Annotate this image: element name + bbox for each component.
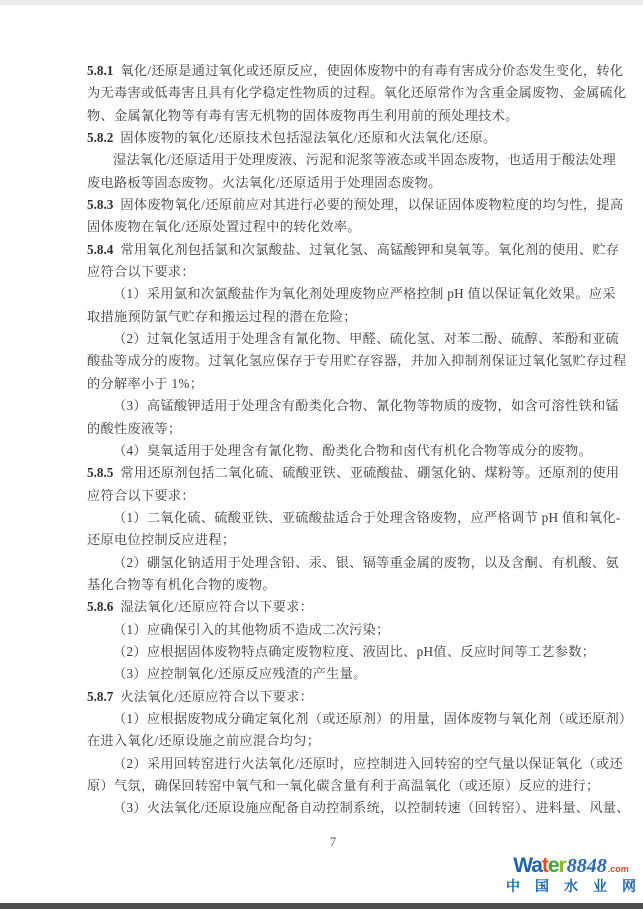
line-text: （1）采用氯和次氯酸盐作为氧化剂处理废物应严格控制 pH 值以保证氧化效果。应采 [113, 286, 616, 302]
line-text: （2）应根据固体废物特点确定废物粒度、液固比、pH值、反应时间等工艺参数； [113, 643, 596, 659]
logo-subtitle [504, 878, 638, 895]
text-line [87, 775, 600, 797]
logo-letter: W [513, 854, 532, 877]
line-text: （3）应控制氧化/还原反应残渣的产生量。 [113, 666, 367, 682]
text-line [87, 283, 616, 305]
clause-number: 5.8.7 [87, 688, 114, 704]
line-text: 物、金属氰化物等有毒有害无机物的固体废物再生利用前的预处理技术。 [87, 107, 519, 123]
line-text: 固体废物的氧化/还原技术包括湿法氧化/还原和火法氧化/还原。 [120, 130, 497, 146]
line-text: （2）采用回转窑进行火法氧化/还原时，应控制进入回转窑的空气量以保证氧化（或还 [113, 755, 623, 771]
line-text: 还原电位控制反应进程； [87, 532, 236, 548]
line-text: （4）臭氧适用于处理含有氰化物、酚类化合物和卤代有机化合物等成分的废物。 [113, 442, 592, 458]
line-text: 的酸性废液等； [87, 420, 182, 436]
line-text: 取措施预防氯气贮存和搬运过程的潜在危险； [87, 308, 357, 324]
logo-subtitle-char: 水 [564, 878, 578, 894]
logo-subtitle-char: 国 [535, 878, 549, 894]
line-text: （2）硼氢化钠适用于处理含铅、汞、银、镉等重金属的废物，以及含酮、有机酸、氨 [113, 554, 619, 570]
text-line [87, 708, 633, 730]
line-text: 基化合物等有机化合物的废物。 [87, 576, 276, 592]
text-line [87, 82, 627, 104]
text-line [87, 261, 579, 283]
line-text: 酸盐等成分的废物。过氧化氢应保存于专用贮存容器，并加入抑制剂保证过氧化氢贮存过程 [87, 353, 627, 369]
text-line [87, 149, 616, 171]
clause-number: 5.8.4 [87, 241, 114, 257]
line-text: 为无毒害或低毒害且具有化学稳定性物质的过程。氧化还原常作为含重金属废物、金属硫化 [87, 85, 627, 101]
text-line [87, 373, 579, 395]
page-top-edge [0, 0, 643, 6]
line-text: 应符合以下要求： [87, 264, 195, 280]
line-text: 湿法氧化/还原应符合以下要求： [120, 599, 314, 615]
line-text: 应符合以下要求： [87, 487, 195, 503]
text-line [87, 730, 579, 752]
line-text: （1）应根据废物成分确定氧化剂（或还原剂）的用量，固体废物与氧化剂（或还原剂） [113, 710, 633, 726]
line-text: 的分解率小于 1%； [87, 375, 204, 391]
clause-number: 5.8.3 [87, 197, 114, 213]
text-line [87, 552, 619, 574]
line-text: 固体废物氧化/还原前应对其进行必要的预处理，以保证固体废物粒度的均匀性，提高 [120, 197, 624, 213]
text-line [87, 529, 579, 551]
text-line [87, 395, 619, 417]
text-line [87, 194, 624, 216]
text-line [87, 641, 596, 663]
line-text: 在进入氧化/还原设施之前应混合均匀； [87, 733, 321, 749]
water8848-logo [504, 855, 638, 895]
line-text: 火法氧化/还原应符合以下要求： [120, 688, 314, 704]
text-line [87, 753, 623, 775]
text-line [87, 485, 579, 507]
clause-number: 5.8.6 [87, 599, 114, 615]
line-text: 原）气氛，确保回转窑中氧气和一氧化碳含量有利于高温氧化（或还原）反应的进行； [87, 778, 600, 793]
logo-word [513, 855, 566, 877]
text-line [87, 507, 621, 529]
clause-number: 5.8.1 [87, 63, 114, 78]
text-line [87, 328, 619, 350]
logo-com-suffix: .com [607, 864, 629, 874]
text-line [87, 619, 579, 641]
clause-number: 5.8.2 [87, 130, 114, 146]
line-text: 常用氧化剂包括氯和次氯酸盐、过氧化氢、高锰酸钾和臭氧等。氧化剂的使用、贮存 [120, 241, 620, 257]
line-text: 废电路板等固态废物。火法氧化/还原适用于处理固态废物。 [87, 174, 442, 190]
logo-letter: e [547, 854, 559, 877]
text-line [87, 574, 579, 596]
logo-letter: r [558, 854, 566, 877]
text-line [87, 216, 579, 238]
logo-8848: 8848 [566, 855, 607, 877]
text-line [87, 418, 579, 440]
text-line [87, 239, 620, 261]
page-bottom-edge [0, 903, 643, 909]
text-line [87, 306, 579, 328]
text-line [87, 60, 624, 82]
line-text: 固体废物在氧化/还原处置过程中的转化效率。 [87, 219, 361, 235]
text-line [87, 350, 627, 372]
logo-subtitle-char: 业 [593, 878, 607, 894]
clause-number: 5.8.5 [87, 465, 114, 481]
text-line [87, 127, 579, 149]
logo-subtitle-char: 网 [622, 878, 636, 894]
line-text: （3）火法氧化/还原设施应配备自动控制系统，以控制转速（回转窑）、进料量、风量、 [113, 800, 630, 816]
text-line [87, 686, 579, 708]
text-line [87, 440, 592, 462]
text-line [87, 596, 579, 618]
page-number: 7 [329, 835, 337, 849]
text-block [87, 60, 633, 820]
line-text: （3）高锰酸钾适用于处理含有酚类化合物、氰化物等物质的废物，如含可溶性铁和锰 [113, 398, 619, 414]
line-text: （1）应确保引入的其他物质不造成二次污染； [113, 621, 390, 637]
logo-letter: t [541, 854, 548, 877]
line-text: 常用还原剂包括二氧化硫、硫酸亚铁、亚硫酸盐、硼氢化钠、煤粉等。还原剂的使用 [120, 465, 620, 481]
line-text: 氧化/还原是通过氧化或还原反应，使固体废物中的有毒有害成分价态发生变化，转化 [120, 63, 624, 78]
text-line [87, 172, 579, 194]
line-text: （1）二氧化硫、硫酸亚铁、亚硫酸盐适合于处理含铬废物，应严格调节 pH 值和氧化- [113, 509, 621, 525]
text-line [87, 663, 579, 685]
logo-letter: a [531, 854, 542, 877]
line-text: （2）过氧化氢适用于处理含有氰化物、甲醛、硫化氢、对苯二酚、硫醇、苯酚和亚硫 [113, 331, 619, 347]
text-line [87, 797, 630, 819]
text-line [87, 105, 579, 127]
logo-subtitle-char: 中 [506, 878, 520, 894]
text-line [87, 462, 620, 484]
line-text: 湿法氧化/还原适用于处理废液、污泥和泥浆等液态或半固态废物，也适用于酸法处理 [113, 152, 616, 168]
